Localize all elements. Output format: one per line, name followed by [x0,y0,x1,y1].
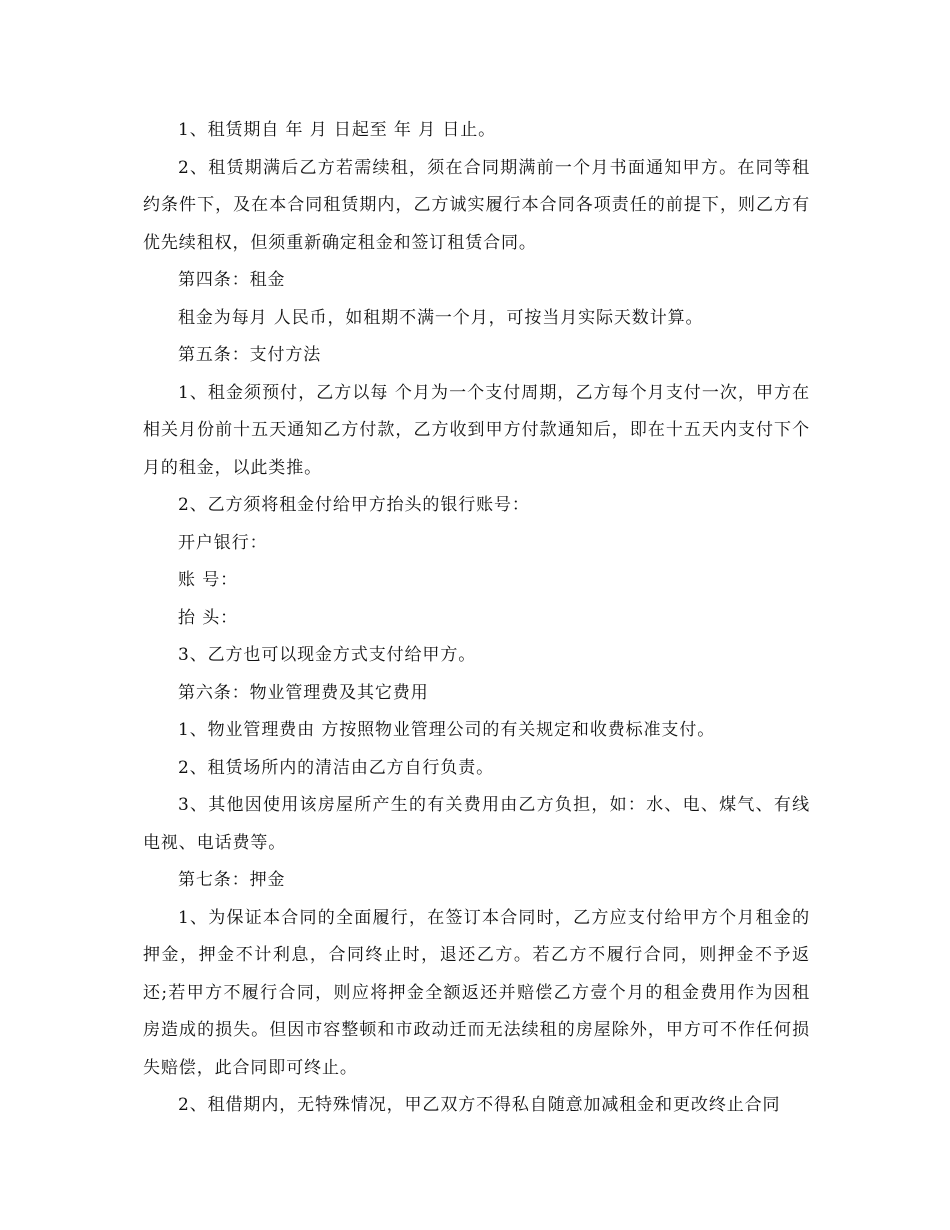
heading-article-7-deposit: 第七条：押金 [178,870,286,890]
paragraph-renewal: 2、租赁期满后乙方若需续租，须在合同期满前一个月书面通知甲方。在同等租约条件下，及在本合同租赁期内，乙方诚实履行本合同各项责任的前提下，则乙方有优先续租权，但须重新确定租金和签订租赁合同。 [143,157,810,253]
paragraph-rent-changes: 2、租借期内，无特殊情况，甲乙双方不得私自随意加减租金和更改终止合同 [178,1095,781,1115]
heading-article-4-rent: 第四条：租金 [178,270,286,290]
paragraph-utilities: 3、其他因使用该房屋所产生的有关费用由乙方负担，如：水、电、煤气、有线电视、电话费等。 [143,795,810,853]
paragraph-cleaning: 2、租赁场所内的清洁由乙方自行负责。 [178,757,495,778]
paragraph-cash-payment: 3、乙方也可以现金方式支付给甲方。 [178,645,477,665]
field-account-holder: 抬 头： [178,607,239,628]
paragraph-property-fee: 1、物业管理费由 方按照物业管理公司的有关规定和收费标准支付。 [178,720,716,740]
paragraph-bank-account: 2、乙方须将租金付给甲方抬头的银行账号： [178,495,530,515]
document-body [143,112,810,1125]
paragraph-rent-amount: 租金为每月 人民币，如租期不满一个月，可按当月实际天数计算。 [178,307,704,328]
paragraph-lease-period: 1、租赁期自 年 月 日起至 年 月 日止。 [178,120,497,140]
field-account-number: 账 号： [178,570,239,590]
paragraph-deposit-terms: 1、为保证本合同的全面履行，在签订本合同时，乙方应支付给甲方个月租金的押金，押金不计利息，合同终止时，退还乙方。若乙方不履行合同，则押金不予返还;若甲方不履行合同，则应将押金全额返还并赔偿乙方壹个月的租金费用作为因租房造成的损失。但因市容整顿和市政动迁而无法续租的房屋除外，甲方可不作任何损失赔偿，此合同即可终止。 [143,907,810,1078]
field-bank-name: 开户银行： [178,532,268,553]
heading-article-6-fees: 第六条：物业管理费及其它费用 [178,682,429,703]
paragraph-prepayment: 1、租金须预付，乙方以每 个月为一个支付周期，乙方每个月支付一次，甲方在相关月份前十五天通知乙方付款，乙方收到甲方付款通知后，即在十五天内支付下个月的租金，以此类推。 [143,382,810,478]
heading-article-5-payment: 第五条：支付方法 [178,345,322,365]
